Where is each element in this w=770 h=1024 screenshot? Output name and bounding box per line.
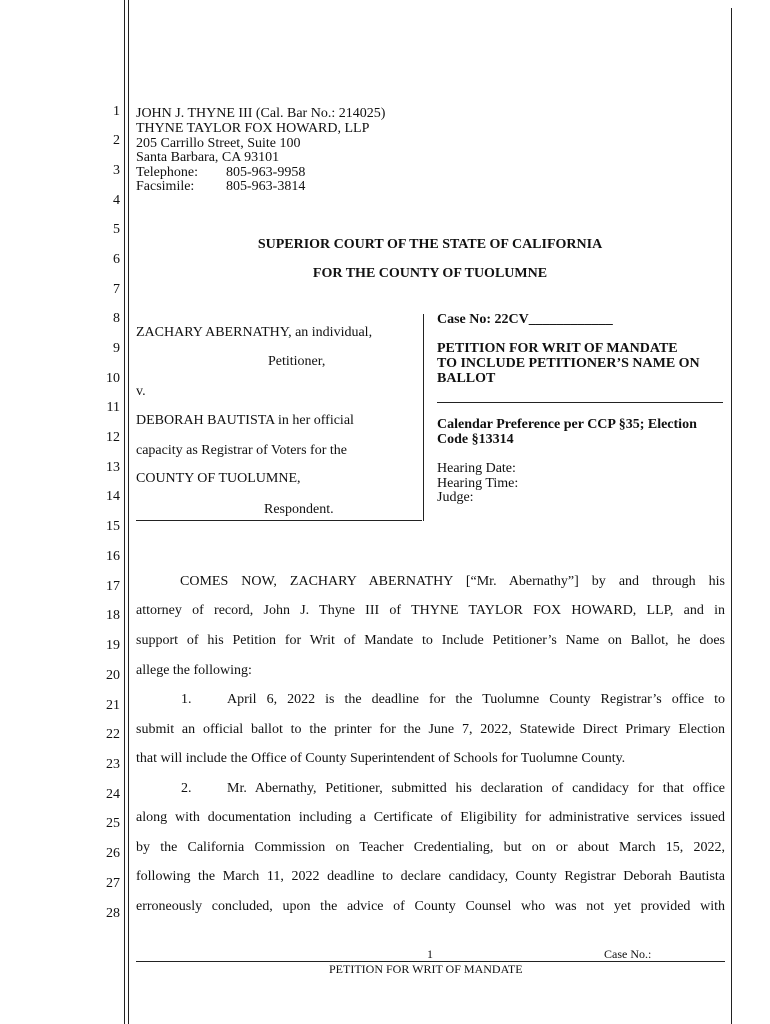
hearing-time: Hearing Time:	[437, 476, 519, 491]
body-line: following the March 11, 2022 deadline to declare candidacy, County Registrar Deborah Bautista	[136, 869, 725, 884]
line-number: 15	[106, 519, 120, 534]
case-number: Case No: 22CV____________	[437, 312, 613, 327]
line-number: 12	[106, 430, 120, 445]
attorney-city: Santa Barbara, CA 93101	[136, 150, 280, 165]
page-number: 1	[427, 947, 433, 961]
line-number: 11	[106, 400, 120, 415]
court-name: SUPERIOR COURT OF THE STATE OF CALIFORNIA	[257, 237, 603, 252]
attorney-street: 205 Carrillo Street, Suite 100	[136, 136, 301, 151]
attorney-phone-label: Telephone:	[136, 165, 198, 180]
line-number: 1	[113, 104, 120, 119]
line-number: 7	[113, 282, 120, 297]
attorney-fax-label: Facsimile:	[136, 179, 195, 194]
attorney-firm: THYNE TAYLOR FOX HOWARD, LLP	[136, 121, 370, 136]
line-number: 23	[106, 757, 120, 772]
body-line: COMES NOW, ZACHARY ABERNATHY [“Mr. Abernathy”] by and through his	[180, 574, 725, 589]
line-number: 6	[113, 252, 120, 267]
line-number: 22	[106, 727, 120, 742]
petitioner-role: Petitioner,	[268, 354, 326, 369]
right-margin-rule	[731, 8, 732, 1024]
line-number: 21	[106, 698, 120, 713]
respondent-line-2: capacity as Registrar of Voters for the	[136, 443, 347, 458]
line-number: 20	[106, 668, 120, 683]
line-number: 26	[106, 846, 120, 861]
caption-divider	[423, 314, 424, 521]
paragraph-number: 1.	[181, 692, 192, 707]
footer-document-title: PETITION FOR WRIT OF MANDATE	[329, 962, 523, 976]
line-number: 27	[106, 876, 120, 891]
respondent-line-1: DEBORAH BAUTISTA in her official	[136, 413, 354, 428]
line-number: 28	[106, 906, 120, 921]
line-number: 2	[113, 133, 120, 148]
line-number: 14	[106, 489, 120, 504]
line-number: 5	[113, 222, 120, 237]
document-title-line-2: TO INCLUDE PETITIONER’S NAME ON	[437, 356, 700, 371]
line-number: 4	[113, 193, 120, 208]
calendar-preference-line-1: Calendar Preference per CCP §35; Election	[437, 417, 697, 432]
respondent-line-3: COUNTY OF TUOLUMNE,	[136, 471, 301, 486]
court-county: FOR THE COUNTY OF TUOLUMNE	[312, 266, 548, 281]
line-number: 10	[106, 371, 120, 386]
line-number: 19	[106, 638, 120, 653]
case-info-rule	[437, 402, 723, 403]
paragraph-number: 2.	[181, 781, 192, 796]
attorney-phone: 805-963-9958	[226, 165, 306, 180]
caption-bottom-rule	[136, 520, 422, 521]
line-number: 3	[113, 163, 120, 178]
footer-case-number: Case No.:	[604, 947, 652, 961]
body-line: April 6, 2022 is the deadline for the Tuolumne County Registrar’s office to	[227, 692, 725, 707]
attorney-name: JOHN J. THYNE III (Cal. Bar No.: 214025)	[136, 106, 386, 121]
body-line: support of his Petition for Writ of Mandate to Include Petitioner’s Name on Ballot, he does	[136, 633, 725, 648]
body-line: allege the following:	[136, 663, 252, 678]
body-line: along with documentation including a Certificate of Eligibility for administrative services issued	[136, 810, 725, 825]
petitioner-name: ZACHARY ABERNATHY, an individual,	[136, 325, 373, 340]
line-number: 25	[106, 816, 120, 831]
left-margin-rule-1	[124, 0, 125, 1024]
judge: Judge:	[437, 490, 474, 505]
versus: v.	[136, 384, 146, 399]
body-line: by the California Commission on Teacher Credentialing, but on or about March 15, 2022,	[136, 840, 725, 855]
line-number: 17	[106, 579, 120, 594]
left-margin-rule-2	[128, 0, 129, 1024]
respondent-role: Respondent.	[264, 502, 334, 517]
body-line: that will include the Office of County Superintendent of Schools for Tuolumne County.	[136, 751, 626, 766]
line-number: 13	[106, 460, 120, 475]
line-number: 8	[113, 311, 120, 326]
line-number: 24	[106, 787, 120, 802]
body-line: Mr. Abernathy, Petitioner, submitted his declaration of candidacy for that office	[227, 781, 725, 796]
line-number: 18	[106, 608, 120, 623]
attorney-fax: 805-963-3814	[226, 179, 306, 194]
hearing-date: Hearing Date:	[437, 461, 516, 476]
line-number: 16	[106, 549, 120, 564]
body-line: submit an official ballot to the printer for the June 7, 2022, Statewide Direct Primary Election	[136, 722, 725, 737]
body-line: attorney of record, John J. Thyne III of THYNE TAYLOR FOX HOWARD, LLP, and in	[136, 603, 725, 618]
calendar-preference-line-2: Code §13314	[437, 432, 514, 447]
document-title-line-3: BALLOT	[437, 371, 496, 386]
body-line: erroneously concluded, upon the advice of County Counsel who was not yet provided with	[136, 899, 725, 914]
document-title-line-1: PETITION FOR WRIT OF MANDATE	[437, 341, 678, 356]
line-number: 9	[113, 341, 120, 356]
